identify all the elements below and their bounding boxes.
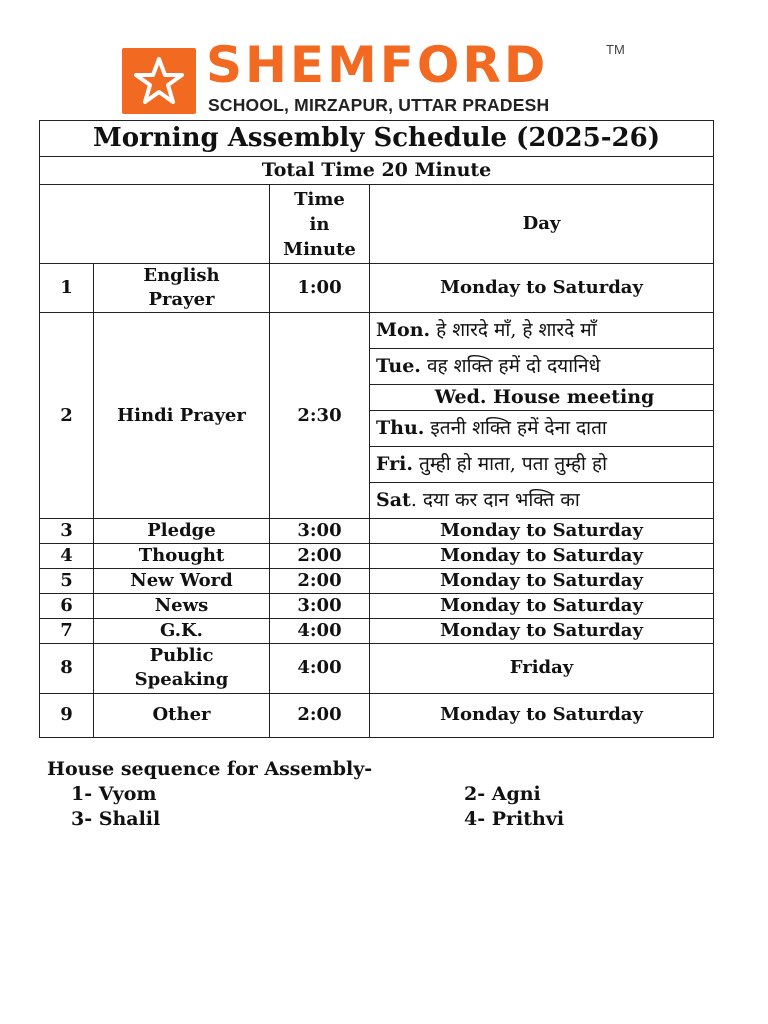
column-header-time: Time in Minute [270, 185, 370, 264]
day-cell: Monday to Saturday [370, 693, 714, 737]
table-row [40, 313, 714, 349]
row-number: 9 [40, 693, 94, 737]
table-header-row [40, 185, 714, 264]
time-cell: 3:00 [270, 518, 370, 543]
row-number: 8 [40, 643, 94, 693]
day-cell: Monday to Saturday [370, 618, 714, 643]
activity-cell: G.K. [94, 618, 270, 643]
time-cell: 1:00 [270, 264, 370, 313]
star-icon [133, 55, 185, 107]
house-item: 1- Vyom [71, 783, 157, 805]
row-number: 6 [40, 593, 94, 618]
table-row [40, 593, 714, 618]
column-header-day: Day [370, 185, 714, 264]
hindi-prayer-monday: Mon. हे शारदे माँ, हे शारदे माँ [370, 313, 714, 349]
time-cell: 4:00 [270, 618, 370, 643]
time-cell: 4:00 [270, 643, 370, 693]
activity-cell: Public Speaking [94, 643, 270, 693]
activity-cell: Pledge [94, 518, 270, 543]
table-row [40, 693, 714, 737]
day-cell: Monday to Saturday [370, 543, 714, 568]
house-sequence-heading: House sequence for Assembly- [47, 758, 373, 780]
activity-cell: Hindi Prayer [94, 313, 270, 519]
table-row [40, 618, 714, 643]
row-number: 4 [40, 543, 94, 568]
table-row [40, 643, 714, 693]
trademark-mark: TM [606, 42, 625, 57]
time-cell: 2:30 [270, 313, 370, 519]
house-sequence [47, 757, 565, 832]
school-logo [122, 48, 196, 114]
row-number: 7 [40, 618, 94, 643]
time-cell: 2:00 [270, 543, 370, 568]
activity-cell: Thought [94, 543, 270, 568]
hindi-prayer-friday: Fri. तुम्ही हो माता, पता तुम्ही हो [370, 446, 714, 482]
brand-name: SHEMFORD [206, 36, 549, 94]
table-row [40, 518, 714, 543]
school-location: SCHOOL, MIRZAPUR, UTTAR PRADESH [208, 95, 550, 115]
hindi-prayer-tuesday: Tue. वह शक्ति हमें दो दयानिधे [370, 349, 714, 385]
page-title: Morning Assembly Schedule (2025-26) [40, 121, 714, 157]
hindi-prayer-saturday: Sat. दया कर दान भक्ति का [370, 482, 714, 518]
row-number: 3 [40, 518, 94, 543]
school-header [122, 36, 642, 116]
hindi-prayer-wednesday: Wed. House meeting [370, 385, 714, 411]
row-number: 2 [40, 313, 94, 519]
header-blank-cell [40, 185, 270, 264]
row-number: 1 [40, 264, 94, 313]
time-cell: 3:00 [270, 593, 370, 618]
schedule-table-wrapper [39, 120, 713, 738]
table-row [40, 264, 714, 313]
day-cell: Friday [370, 643, 714, 693]
activity-cell: New Word [94, 568, 270, 593]
house-item: 2- Agni [464, 783, 541, 805]
assembly-schedule-table [39, 120, 714, 738]
day-cell: Monday to Saturday [370, 518, 714, 543]
table-row [40, 543, 714, 568]
house-item: 4- Prithvi [464, 808, 565, 830]
activity-cell: News [94, 593, 270, 618]
total-time: Total Time 20 Minute [40, 157, 714, 185]
row-number: 5 [40, 568, 94, 593]
house-item: 3- Shalil [71, 808, 161, 830]
activity-cell: Other [94, 693, 270, 737]
day-cell: Monday to Saturday [370, 264, 714, 313]
day-cell: Monday to Saturday [370, 593, 714, 618]
time-cell: 2:00 [270, 568, 370, 593]
time-cell: 2:00 [270, 693, 370, 737]
table-row [40, 568, 714, 593]
activity-cell: English Prayer [94, 264, 270, 313]
hindi-prayer-thursday: Thu. इतनी शक्ति हमें देना दाता [370, 410, 714, 446]
day-cell: Monday to Saturday [370, 568, 714, 593]
